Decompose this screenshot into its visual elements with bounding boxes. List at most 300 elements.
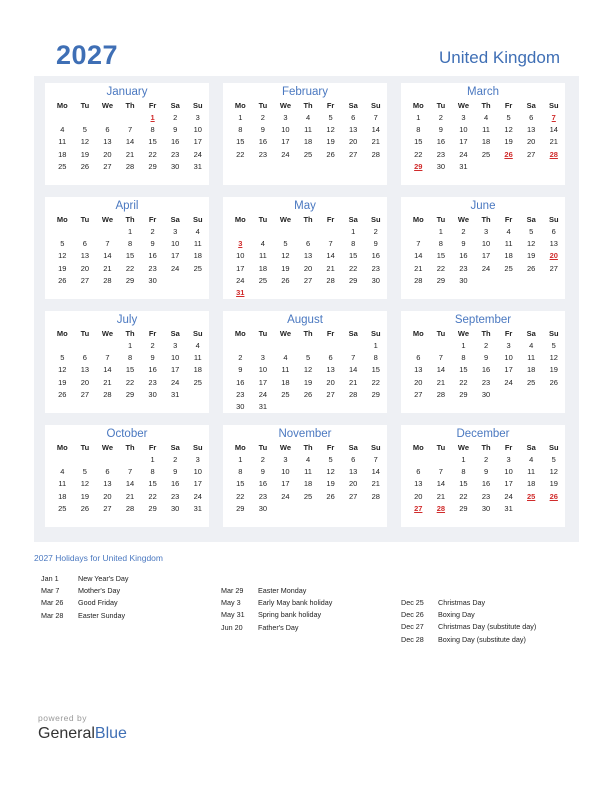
- day-cell: 5: [328, 455, 333, 464]
- day-cell: [497, 389, 520, 401]
- weekday-label: Mo: [56, 443, 68, 452]
- weekday-header: [229, 99, 387, 112]
- weekday-label: Th: [481, 101, 491, 110]
- day-cell: 10: [193, 467, 202, 477]
- day-cell: 26: [281, 275, 290, 285]
- brand-general: General: [38, 725, 95, 742]
- weekday-label: Mo: [234, 443, 246, 452]
- weekday-label: Th: [125, 215, 135, 224]
- weekday-label: Sa: [348, 329, 358, 338]
- day-cell: 23: [148, 377, 157, 387]
- day-cell: 4: [195, 227, 200, 236]
- week-row: [51, 352, 209, 364]
- day-cell: 6: [551, 227, 556, 236]
- day-cell: 26: [58, 275, 67, 285]
- day-cell: 30: [436, 161, 446, 171]
- day-cell: [430, 454, 453, 466]
- day-cell: 18: [504, 251, 513, 261]
- day-cell: 7: [127, 125, 133, 135]
- weekday-label: Sa: [348, 443, 358, 452]
- weekday-header: [51, 213, 209, 226]
- day-cell: 3: [461, 113, 466, 122]
- day-cell: 30: [148, 275, 157, 285]
- day-cell: 29: [371, 389, 380, 399]
- day-cell: [475, 275, 498, 287]
- day-cell: 9: [260, 125, 265, 135]
- day-cell: 2: [238, 353, 243, 363]
- weekday-label: Tu: [258, 101, 268, 110]
- month-may: [223, 197, 387, 299]
- day-cell: 3: [238, 239, 243, 249]
- day-cell: 24: [281, 491, 290, 501]
- day-cell: 26: [549, 377, 558, 387]
- weekday-label: Th: [303, 101, 313, 110]
- day-cell: 27: [103, 503, 112, 513]
- day-cell: 20: [80, 263, 90, 273]
- weekday-label: Su: [548, 215, 559, 224]
- day-cell: 20: [349, 137, 358, 147]
- weekday-header: [51, 441, 209, 454]
- weekday-label: Sa: [348, 101, 358, 110]
- weekday-label: Su: [192, 215, 203, 224]
- week-row: [229, 478, 387, 490]
- month-march: [401, 83, 565, 185]
- day-cell: [51, 340, 74, 352]
- day-cell: 7: [438, 467, 443, 477]
- day-cell: 5: [551, 341, 556, 350]
- day-cell: 23: [171, 149, 180, 159]
- weekday-label: Fr: [326, 329, 335, 338]
- day-cell: [342, 287, 365, 299]
- day-cell: 2: [260, 113, 265, 122]
- day-cell: 27: [349, 491, 358, 501]
- day-cell: 13: [80, 251, 90, 261]
- day-cell: 12: [58, 251, 67, 261]
- weekday-label: Th: [303, 329, 313, 338]
- weekday-label: Fr: [148, 101, 157, 110]
- day-cell: 7: [373, 113, 378, 122]
- day-cell: [74, 454, 97, 466]
- day-cell: 31: [171, 389, 180, 399]
- weekday-label: Sa: [526, 329, 536, 338]
- holiday-date: May 31: [221, 610, 245, 620]
- day-cell: 18: [481, 137, 491, 147]
- day-cell: 25: [193, 377, 202, 387]
- day-cell: 5: [82, 467, 87, 477]
- day-cell: 4: [529, 455, 534, 464]
- week-row: [229, 149, 387, 161]
- day-cell: 13: [349, 125, 358, 135]
- weekday-label: Fr: [326, 101, 335, 110]
- week-row: [51, 161, 209, 173]
- day-cell: 27: [414, 503, 423, 513]
- holiday-column: [41, 573, 129, 622]
- day-cell: 9: [150, 239, 155, 249]
- weekday-label: Fr: [148, 215, 157, 224]
- holiday-item: [41, 610, 129, 622]
- day-cell: 11: [304, 125, 312, 135]
- day-cell: 10: [171, 239, 180, 249]
- holiday-date: Dec 27: [401, 622, 424, 632]
- day-cell: 20: [326, 377, 335, 387]
- day-cell: 24: [171, 263, 180, 273]
- day-cell: 26: [303, 389, 313, 399]
- day-cell: 29: [148, 503, 157, 513]
- day-cell: 18: [193, 251, 202, 261]
- day-cell: 8: [127, 239, 133, 249]
- holiday-item: [41, 597, 129, 609]
- day-cell: 8: [127, 353, 133, 363]
- day-cell: 12: [326, 467, 335, 477]
- day-cell: 6: [305, 239, 311, 249]
- day-cell: 8: [438, 239, 443, 249]
- day-cell: 12: [80, 479, 90, 489]
- week-row: [51, 364, 209, 376]
- day-cell: 12: [80, 137, 90, 147]
- day-cell: 25: [527, 377, 536, 387]
- day-cell: 27: [549, 263, 558, 273]
- day-cell: 29: [125, 275, 135, 285]
- week-row: [407, 389, 565, 401]
- weekday-label: We: [279, 101, 291, 110]
- day-cell: [229, 340, 252, 352]
- day-cell: 25: [303, 491, 313, 501]
- week-row: [51, 226, 209, 238]
- day-cell: 16: [236, 377, 245, 387]
- holiday-date: May 3: [221, 598, 241, 608]
- day-cell: 21: [125, 491, 135, 501]
- day-cell: 13: [414, 479, 423, 489]
- week-row: [51, 377, 209, 389]
- weekday-header: [407, 441, 565, 454]
- day-cell: 17: [504, 365, 513, 375]
- day-cell: 1: [351, 227, 356, 236]
- day-cell: 11: [504, 239, 513, 249]
- week-row: [51, 263, 209, 275]
- month-april: [45, 197, 209, 299]
- day-cell: [497, 161, 520, 173]
- weekday-label: Tu: [80, 329, 90, 338]
- weekday-label: We: [279, 329, 291, 338]
- month-title: February: [281, 86, 329, 98]
- day-cell: 14: [414, 251, 423, 261]
- week-row: [229, 112, 387, 124]
- week-row: [229, 275, 387, 287]
- day-cell: 31: [236, 287, 245, 297]
- day-cell: [297, 401, 320, 413]
- holiday-item: [41, 585, 129, 597]
- day-cell: [319, 340, 342, 352]
- week-row: [407, 124, 565, 136]
- weekday-label: Tu: [80, 443, 90, 452]
- week-row: [229, 466, 387, 478]
- weekday-label: We: [457, 329, 469, 338]
- holiday-date: Dec 25: [401, 598, 424, 607]
- day-cell: 21: [371, 137, 380, 147]
- day-cell: 25: [58, 503, 67, 513]
- day-cell: [520, 161, 543, 173]
- day-cell: 25: [58, 161, 67, 171]
- day-cell: 19: [303, 377, 313, 387]
- day-cell: 29: [436, 275, 446, 285]
- day-cell: 12: [549, 467, 558, 477]
- day-cell: 6: [105, 467, 110, 477]
- day-cell: 4: [506, 227, 511, 236]
- day-cell: 26: [80, 503, 90, 513]
- weekday-label: Sa: [170, 101, 180, 110]
- day-cell: 2: [173, 113, 178, 122]
- weekday-header: [407, 99, 565, 112]
- day-cell: 3: [283, 113, 288, 122]
- weekday-header: [407, 213, 565, 226]
- day-cell: 15: [414, 137, 423, 147]
- brand-logo: [38, 725, 127, 743]
- month-february: [223, 83, 387, 185]
- weekday-label: Mo: [56, 101, 68, 110]
- year-title: 2027: [56, 40, 119, 70]
- day-cell: [297, 340, 320, 352]
- day-cell: 14: [326, 251, 335, 261]
- day-cell: 21: [549, 137, 558, 147]
- week-row: [229, 503, 387, 515]
- day-cell: 14: [436, 479, 446, 489]
- day-cell: 4: [529, 341, 534, 350]
- day-cell: 12: [303, 365, 313, 375]
- day-cell: 16: [171, 137, 180, 147]
- day-cell: 30: [371, 275, 380, 285]
- day-cell: 27: [349, 149, 358, 159]
- weekday-label: Su: [548, 443, 559, 452]
- day-cell: 15: [125, 365, 135, 375]
- weekday-label: Tu: [436, 329, 446, 338]
- day-cell: [164, 275, 187, 287]
- day-cell: 15: [236, 479, 245, 489]
- week-row: [229, 340, 387, 352]
- day-cell: 30: [481, 503, 491, 513]
- day-cell: [186, 389, 209, 401]
- month-title: May: [294, 200, 316, 212]
- day-cell: 19: [549, 365, 558, 375]
- day-cell: [542, 503, 565, 515]
- weekday-label: Sa: [170, 443, 180, 452]
- weekday-label: We: [101, 329, 113, 338]
- day-cell: 11: [304, 467, 312, 477]
- day-cell: 8: [150, 125, 155, 135]
- day-cell: [51, 112, 74, 124]
- day-cell: [74, 112, 97, 124]
- weekday-label: We: [279, 443, 291, 452]
- day-cell: 16: [148, 365, 157, 375]
- month-title: December: [456, 428, 510, 440]
- day-cell: 24: [236, 275, 245, 285]
- day-cell: 23: [236, 389, 245, 399]
- weekday-label: Su: [192, 329, 203, 338]
- day-cell: 6: [328, 353, 333, 363]
- weekday-label: Th: [125, 443, 135, 452]
- day-cell: 28: [326, 275, 335, 285]
- holiday-name: New Year's Day: [78, 574, 129, 583]
- day-cell: 30: [171, 503, 180, 513]
- day-cell: 31: [258, 401, 268, 411]
- day-cell: 10: [459, 125, 468, 135]
- day-cell: 29: [236, 503, 245, 513]
- day-cell: [74, 226, 97, 238]
- day-cell: 9: [238, 365, 243, 375]
- day-cell: 14: [349, 365, 358, 375]
- weekday-label: Sa: [526, 101, 536, 110]
- day-cell: 11: [58, 479, 67, 489]
- day-cell: [51, 226, 74, 238]
- day-cell: 22: [371, 377, 380, 387]
- weekday-label: Su: [370, 443, 381, 452]
- day-cell: 2: [260, 455, 265, 464]
- day-cell: [542, 275, 565, 287]
- day-cell: 28: [436, 389, 446, 399]
- day-cell: 9: [483, 467, 489, 477]
- day-cell: 13: [527, 125, 536, 135]
- day-cell: 11: [482, 125, 490, 135]
- day-cell: 12: [58, 365, 67, 375]
- day-cell: [542, 161, 565, 173]
- day-cell: 11: [193, 239, 202, 249]
- day-cell: 10: [281, 467, 290, 477]
- week-row: [407, 112, 565, 124]
- week-row: [229, 226, 387, 238]
- day-cell: 3: [506, 455, 511, 464]
- day-cell: 10: [281, 125, 290, 135]
- day-cell: [364, 401, 387, 413]
- day-cell: 27: [80, 275, 90, 285]
- day-cell: 15: [125, 251, 135, 261]
- day-cell: [497, 275, 520, 287]
- holiday-date: Dec 26: [401, 610, 424, 620]
- weekday-label: Th: [481, 329, 491, 338]
- day-cell: 2: [483, 455, 489, 464]
- day-cell: 11: [527, 353, 536, 363]
- day-cell: 15: [148, 479, 157, 489]
- day-cell: 11: [58, 137, 67, 147]
- day-cell: 24: [171, 377, 180, 387]
- day-cell: 6: [351, 113, 356, 122]
- day-cell: 25: [281, 389, 290, 399]
- day-cell: 27: [414, 389, 423, 399]
- day-cell: 20: [414, 491, 423, 501]
- weekday-label: Tu: [436, 215, 446, 224]
- day-cell: [407, 226, 430, 238]
- week-row: [407, 340, 565, 352]
- weekday-label: We: [101, 443, 113, 452]
- week-row: [407, 491, 565, 503]
- day-cell: 30: [236, 401, 245, 411]
- day-cell: 25: [193, 263, 202, 273]
- day-cell: 27: [527, 149, 536, 159]
- weekday-label: Fr: [148, 443, 157, 452]
- day-cell: 15: [459, 365, 468, 375]
- day-cell: 1: [150, 455, 155, 464]
- day-cell: [274, 340, 297, 352]
- day-cell: [364, 503, 387, 515]
- day-cell: 8: [373, 353, 378, 363]
- day-cell: 23: [171, 491, 180, 501]
- weekday-label: Mo: [56, 215, 68, 224]
- month-title: April: [115, 200, 139, 212]
- day-cell: 6: [416, 467, 421, 477]
- day-cell: 2: [438, 113, 443, 122]
- day-cell: 19: [326, 137, 335, 147]
- day-cell: 17: [193, 137, 202, 147]
- weekday-label: Th: [125, 101, 135, 110]
- day-cell: [342, 401, 365, 413]
- day-cell: 30: [481, 389, 491, 399]
- holiday-column: [221, 585, 332, 634]
- day-cell: 10: [504, 467, 513, 477]
- weekday-label: Su: [548, 329, 559, 338]
- day-cell: 1: [238, 113, 243, 122]
- week-row: [407, 250, 565, 262]
- day-cell: 17: [281, 479, 290, 489]
- day-cell: 2: [173, 455, 178, 464]
- day-cell: 17: [193, 479, 202, 489]
- day-cell: 1: [127, 227, 133, 236]
- day-cell: 20: [103, 491, 112, 501]
- day-cell: 11: [193, 353, 202, 363]
- day-cell: 8: [461, 353, 466, 363]
- day-cell: 3: [195, 113, 200, 122]
- brand-footer: [38, 713, 127, 743]
- weekday-header: [51, 99, 209, 112]
- weekday-label: Su: [370, 215, 381, 224]
- day-cell: 22: [436, 263, 446, 273]
- day-cell: 13: [103, 479, 112, 489]
- day-cell: 28: [103, 275, 112, 285]
- day-cell: 16: [258, 137, 268, 147]
- week-row: [51, 136, 209, 148]
- day-cell: 17: [258, 377, 268, 387]
- day-cell: 27: [103, 161, 112, 171]
- holiday-date: Dec 28: [401, 634, 424, 644]
- weekday-label: Mo: [412, 329, 424, 338]
- day-cell: 13: [103, 137, 112, 147]
- week-row: [407, 149, 565, 161]
- day-cell: 26: [549, 491, 558, 501]
- weekday-label: Tu: [258, 215, 268, 224]
- day-cell: [342, 503, 365, 515]
- holiday-date: Mar 28: [41, 610, 64, 620]
- day-cell: 1: [150, 113, 155, 122]
- weekday-label: Fr: [504, 329, 513, 338]
- day-cell: 15: [148, 137, 157, 147]
- weekday-label: Sa: [526, 215, 536, 224]
- day-cell: [319, 226, 342, 238]
- day-cell: 21: [349, 377, 358, 387]
- day-cell: [96, 226, 119, 238]
- day-cell: 25: [481, 149, 491, 159]
- day-cell: 1: [438, 227, 443, 236]
- day-cell: 4: [60, 125, 65, 135]
- day-cell: 24: [281, 149, 290, 159]
- holiday-item: [221, 585, 332, 597]
- day-cell: 21: [436, 491, 446, 501]
- day-cell: 22: [459, 491, 468, 501]
- day-cell: 17: [281, 137, 290, 147]
- day-cell: 28: [103, 389, 112, 399]
- holiday-name: Early May bank holiday: [258, 598, 333, 608]
- day-cell: 5: [60, 239, 65, 249]
- day-cell: [319, 287, 342, 299]
- day-cell: 12: [281, 251, 290, 261]
- day-cell: 14: [103, 251, 112, 261]
- week-row: [407, 364, 565, 376]
